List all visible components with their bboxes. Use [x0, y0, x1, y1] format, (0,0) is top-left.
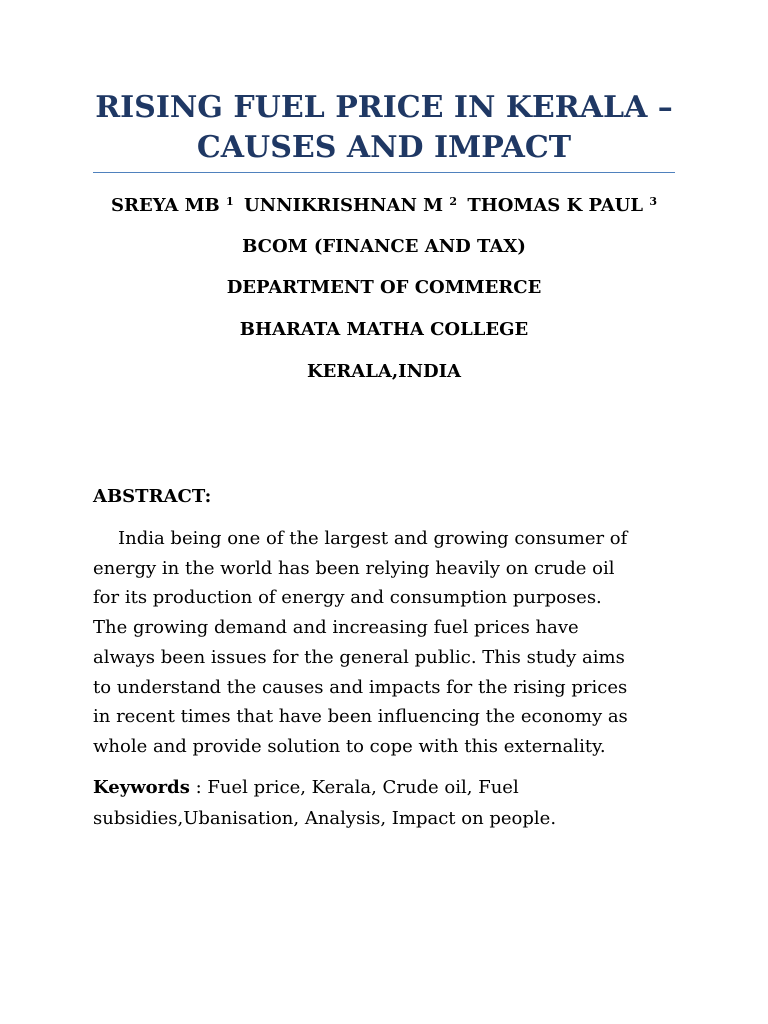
keywords-line-2: subsidies,Ubanisation, Analysis, Impact on people.: [93, 808, 557, 829]
author-affiliation-mark: 3: [649, 195, 657, 208]
title-divider: [93, 172, 675, 173]
author-2: [244, 195, 457, 216]
author-affiliation-mark: 2: [449, 195, 458, 208]
paper-title: [93, 88, 675, 168]
affiliation-location: KERALA,INDIA: [306, 361, 462, 382]
keywords-separator: :: [189, 777, 208, 798]
abstract-line: India being one of the largest and growing consumer of: [118, 528, 628, 549]
abstract-line: always been issues for the general public. This study aims: [93, 646, 625, 668]
abstract-line: in recent times that have been influencing the economy as: [93, 706, 628, 728]
author-name: UNNIKRISHNAN M: [243, 195, 444, 216]
affiliation-college: BHARATA MATHA COLLEGE: [239, 319, 529, 340]
keywords-line-1: Fuel price, Kerala, Crude oil, Fuel: [207, 777, 519, 798]
author-list: [93, 192, 675, 220]
title-line-1: RISING FUEL PRICE IN KERALA –: [95, 90, 673, 125]
affiliation-program: BCOM (FINANCE AND TAX): [242, 236, 526, 257]
affiliation-department: DEPARTMENT OF COMMERCE: [226, 277, 542, 298]
abstract-line: energy in the world has been relying heavily on crude oil: [93, 557, 615, 579]
abstract-line: The growing demand and increasing fuel prices have: [93, 617, 579, 639]
author-affiliation-mark: 1: [226, 195, 234, 208]
keywords-paragraph: [93, 772, 675, 834]
abstract-line: to understand the causes and impacts for the rising prices: [93, 676, 628, 698]
author-1: [111, 195, 234, 216]
abstract-line: for its production of energy and consumption purposes.: [93, 587, 602, 609]
author-name: THOMAS K PAUL: [467, 195, 644, 216]
abstract-heading: ABSTRACT:: [93, 486, 212, 507]
abstract-text: [93, 524, 675, 762]
abstract-line: whole and provide solution to cope with this externality.: [93, 735, 606, 757]
author-3: [467, 195, 657, 216]
title-line-2: CAUSES AND IMPACT: [196, 130, 572, 165]
keywords-label: Keywords: [93, 777, 190, 798]
author-name: SREYA MB: [111, 195, 220, 216]
